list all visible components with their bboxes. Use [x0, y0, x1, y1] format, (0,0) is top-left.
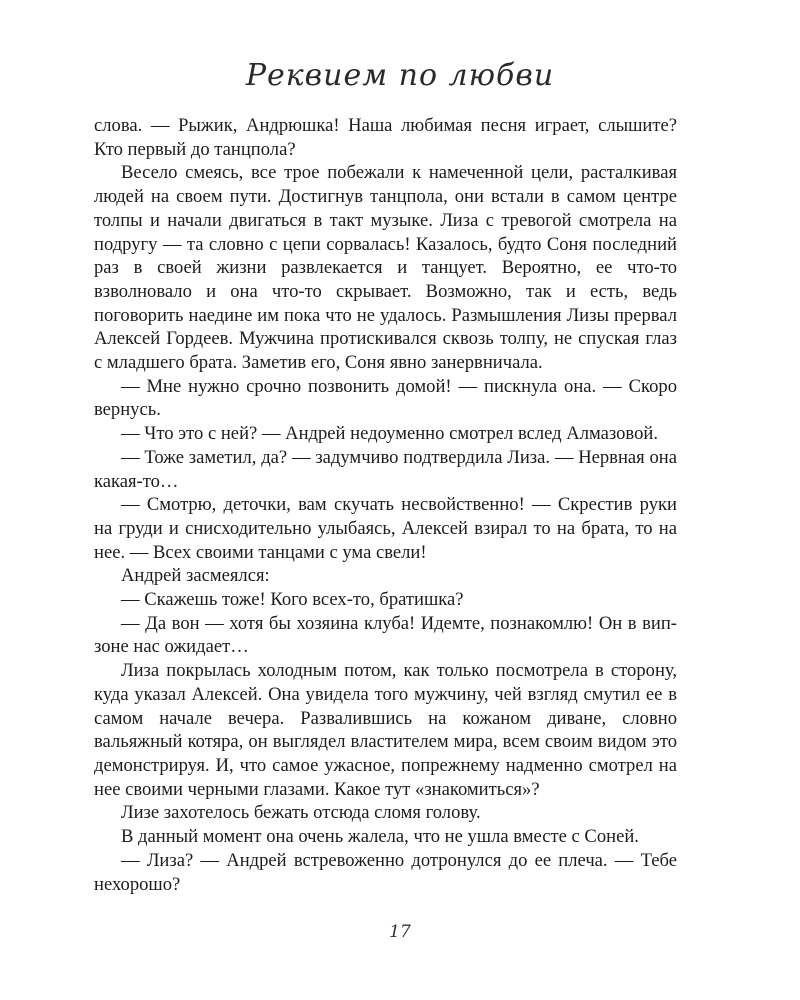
page-number: 17	[389, 922, 411, 942]
paragraph: — Мне нужно срочно позвонить домой! — пискнула она. — Скоро вернусь.	[94, 375, 677, 421]
body-text	[94, 114, 677, 896]
paragraph: Весело смеясь, все трое побежали к намеченной цели, расталкивая людей на своем пути. Достигнув танцпола, они встали в самом центре толпы и начали двигаться в такт музыке. Лиза с тревогой смотрела на подругу — та словно с цепи сорвалась! Казалось, будто Соня последний раз в своей жизни развлекается и танцует. Вероятно, ее что-то взволновало и она что-то скрывает. Возможно, так и есть, ведь поговорить наедине им пока что не удалось. Размышления Лизы прервал Алексей Гордеев. Мужчина протискивался сквозь толпу, не спуская глаз с младшего брата. Заметив его, Соня явно занервничала.	[94, 162, 677, 374]
running-title: Реквием по любви	[245, 58, 555, 93]
paragraph: слова. — Рыжик, Андрюшка! Наша любимая песня играет, слышите? Кто первый до танцпола?	[94, 115, 677, 160]
paragraph: — Смотрю, деточки, вам скучать несвойственно! — Скрестив руки на груди и снисходительно улыбаясь, Алексей взирал то на брата, то на нее. — Всех своими танцами с ума свели!	[94, 494, 677, 563]
paragraph: — Да вон — хотя бы хозяина клуба! Идемте, познакомлю! Он в вип-зоне нас ожидает…	[94, 612, 677, 658]
paragraph: В данный момент она очень жалела, что не ушла вместе с Соней.	[121, 826, 639, 848]
paragraph: — Лиза? — Андрей встревоженно дотронулся до ее плеча. — Тебе нехорошо?	[94, 849, 677, 895]
paragraph: Лизе захотелось бежать отсюда сломя голову.	[121, 802, 481, 824]
paragraph: — Скажешь тоже! Кого всех-то, братишка?	[121, 589, 464, 611]
paragraph: — Тоже заметил, да? — задумчиво подтвердила Лиза. — Нервная она какая-то…	[94, 446, 677, 492]
paragraph: — Что это с ней? — Андрей недоуменно смотрел вслед Алмазовой.	[121, 423, 658, 445]
paragraph: Лиза покрылась холодным потом, как только посмотрела в сторону, куда указал Алексей. Она увидела того мужчину, чей взгляд смутил ее в самом начале вечера. Развалившись на кожаном диване, словно вальяжный котяра, он выглядел властителем мира, всем своим видом это демонстрируя. И, что самое ужасное, попрежнему надменно смотрел на нее своими черными глазами. Какое тут «знакомиться»?	[94, 660, 677, 800]
paragraph: Андрей засмеялся:	[121, 565, 270, 587]
